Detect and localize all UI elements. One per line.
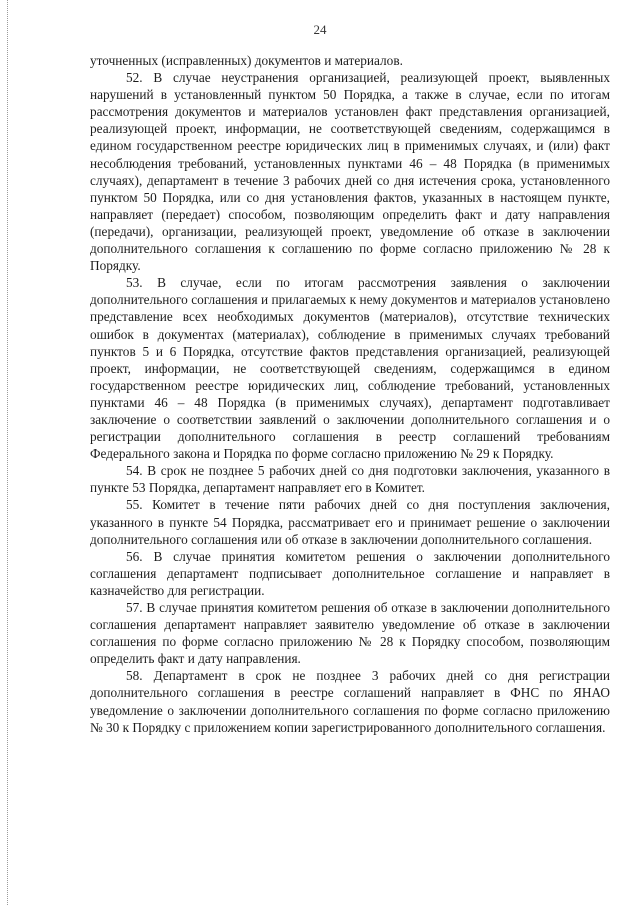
paragraph-55: 55. Комитет в течение пяти рабочих дней со дня поступления заключения, указанного в пункте 54 Порядка, рассматривает его и принимает решение о заключении дополнительного соглашения или об отказе в заключении дополнительного соглашения. <box>90 497 610 547</box>
paragraph-57: 57. В случае принятия комитетом решения об отказе в заключении дополнительного соглашения департамент направляет заявителю уведомление об отказе в заключении соглашения по форме согласно приложению № 28 к Порядку способом, позволяющим определить факт и дату направления. <box>90 600 610 667</box>
paragraph-52: 52. В случае неустранения организацией, реализующей проект, выявленных нарушений в установленный пунктом 50 Порядка, а также в случае, если по итогам рассмотрения документов и материалов установлен факт представления организацией, реализующей проект, информации, не соответствующей сведениям, содержащимся в едином государственном реестре юридических лиц в применимых случаях, и (или) факт несоблюдения требований, установленных пунктами 46 – 48 Порядка (в применимых случаях), департамент в течение 3 рабочих дней со дня истечения срока, установленного пунктом 50 Порядка, или со дня установления фактов, указанных в настоящем пункте, направляет (передает) способом, позволяющим определить факт и дату направления (передачи), организации, реализующей проект, уведомление об отказе в заключении дополнительного соглашения к соглашению по форме согласно приложению № 28 к Порядку. <box>90 70 610 274</box>
page-number: 24 <box>313 22 327 37</box>
paragraph-continuation: уточненных (исправленных) документов и материалов. <box>90 53 403 68</box>
scan-edge-line <box>7 0 8 905</box>
document-body <box>90 52 610 736</box>
paragraph-56: 56. В случае принятия комитетом решения о заключении дополнительного соглашения департамент подписывает дополнительное соглашение и направляет в казначейство для регистрации. <box>90 548 610 598</box>
paragraph-58: 58. Департамент в срок не позднее 3 рабочих дней со дня регистрации дополнительного соглашения в реестре соглашений направляет в ФНС по ЯНАО уведомление о заключении дополнительного соглашения по форме согласно приложению № 30 к Порядку с приложением копии зарегистрированного дополнительного соглашения. <box>90 668 610 735</box>
paragraph-54: 54. В срок не позднее 5 рабочих дней со дня подготовки заключения, указанного в пункте 53 Порядка, департамент направляет его в Комитет. <box>90 463 610 496</box>
paragraph-53: 53. В случае, если по итогам рассмотрения заявления о заключении дополнительного соглашения и прилагаемых к нему документов и материалов установлено представление всех необходимых документов (материалов), отсутствие технических ошибок в документах (материалах), соблюдение в применимых случаях требований пунктов 5 и 6 Порядка, отсутствие фактов представления организацией, реализующей проект, информации, не соответствующей сведениям, содержащимся в едином государственном реестре юридических лиц, соблюдение требований, установленных пунктами 46 – 48 Порядка (в применимых случаях), департамент подготавливает заключение о соответствии заявлений о заключении дополнительного соглашения и о регистрации дополнительного соглашения в реестр соглашений требованиям Федерального закона и Порядка по форме согласно приложению № 29 к Порядку. <box>90 275 610 462</box>
